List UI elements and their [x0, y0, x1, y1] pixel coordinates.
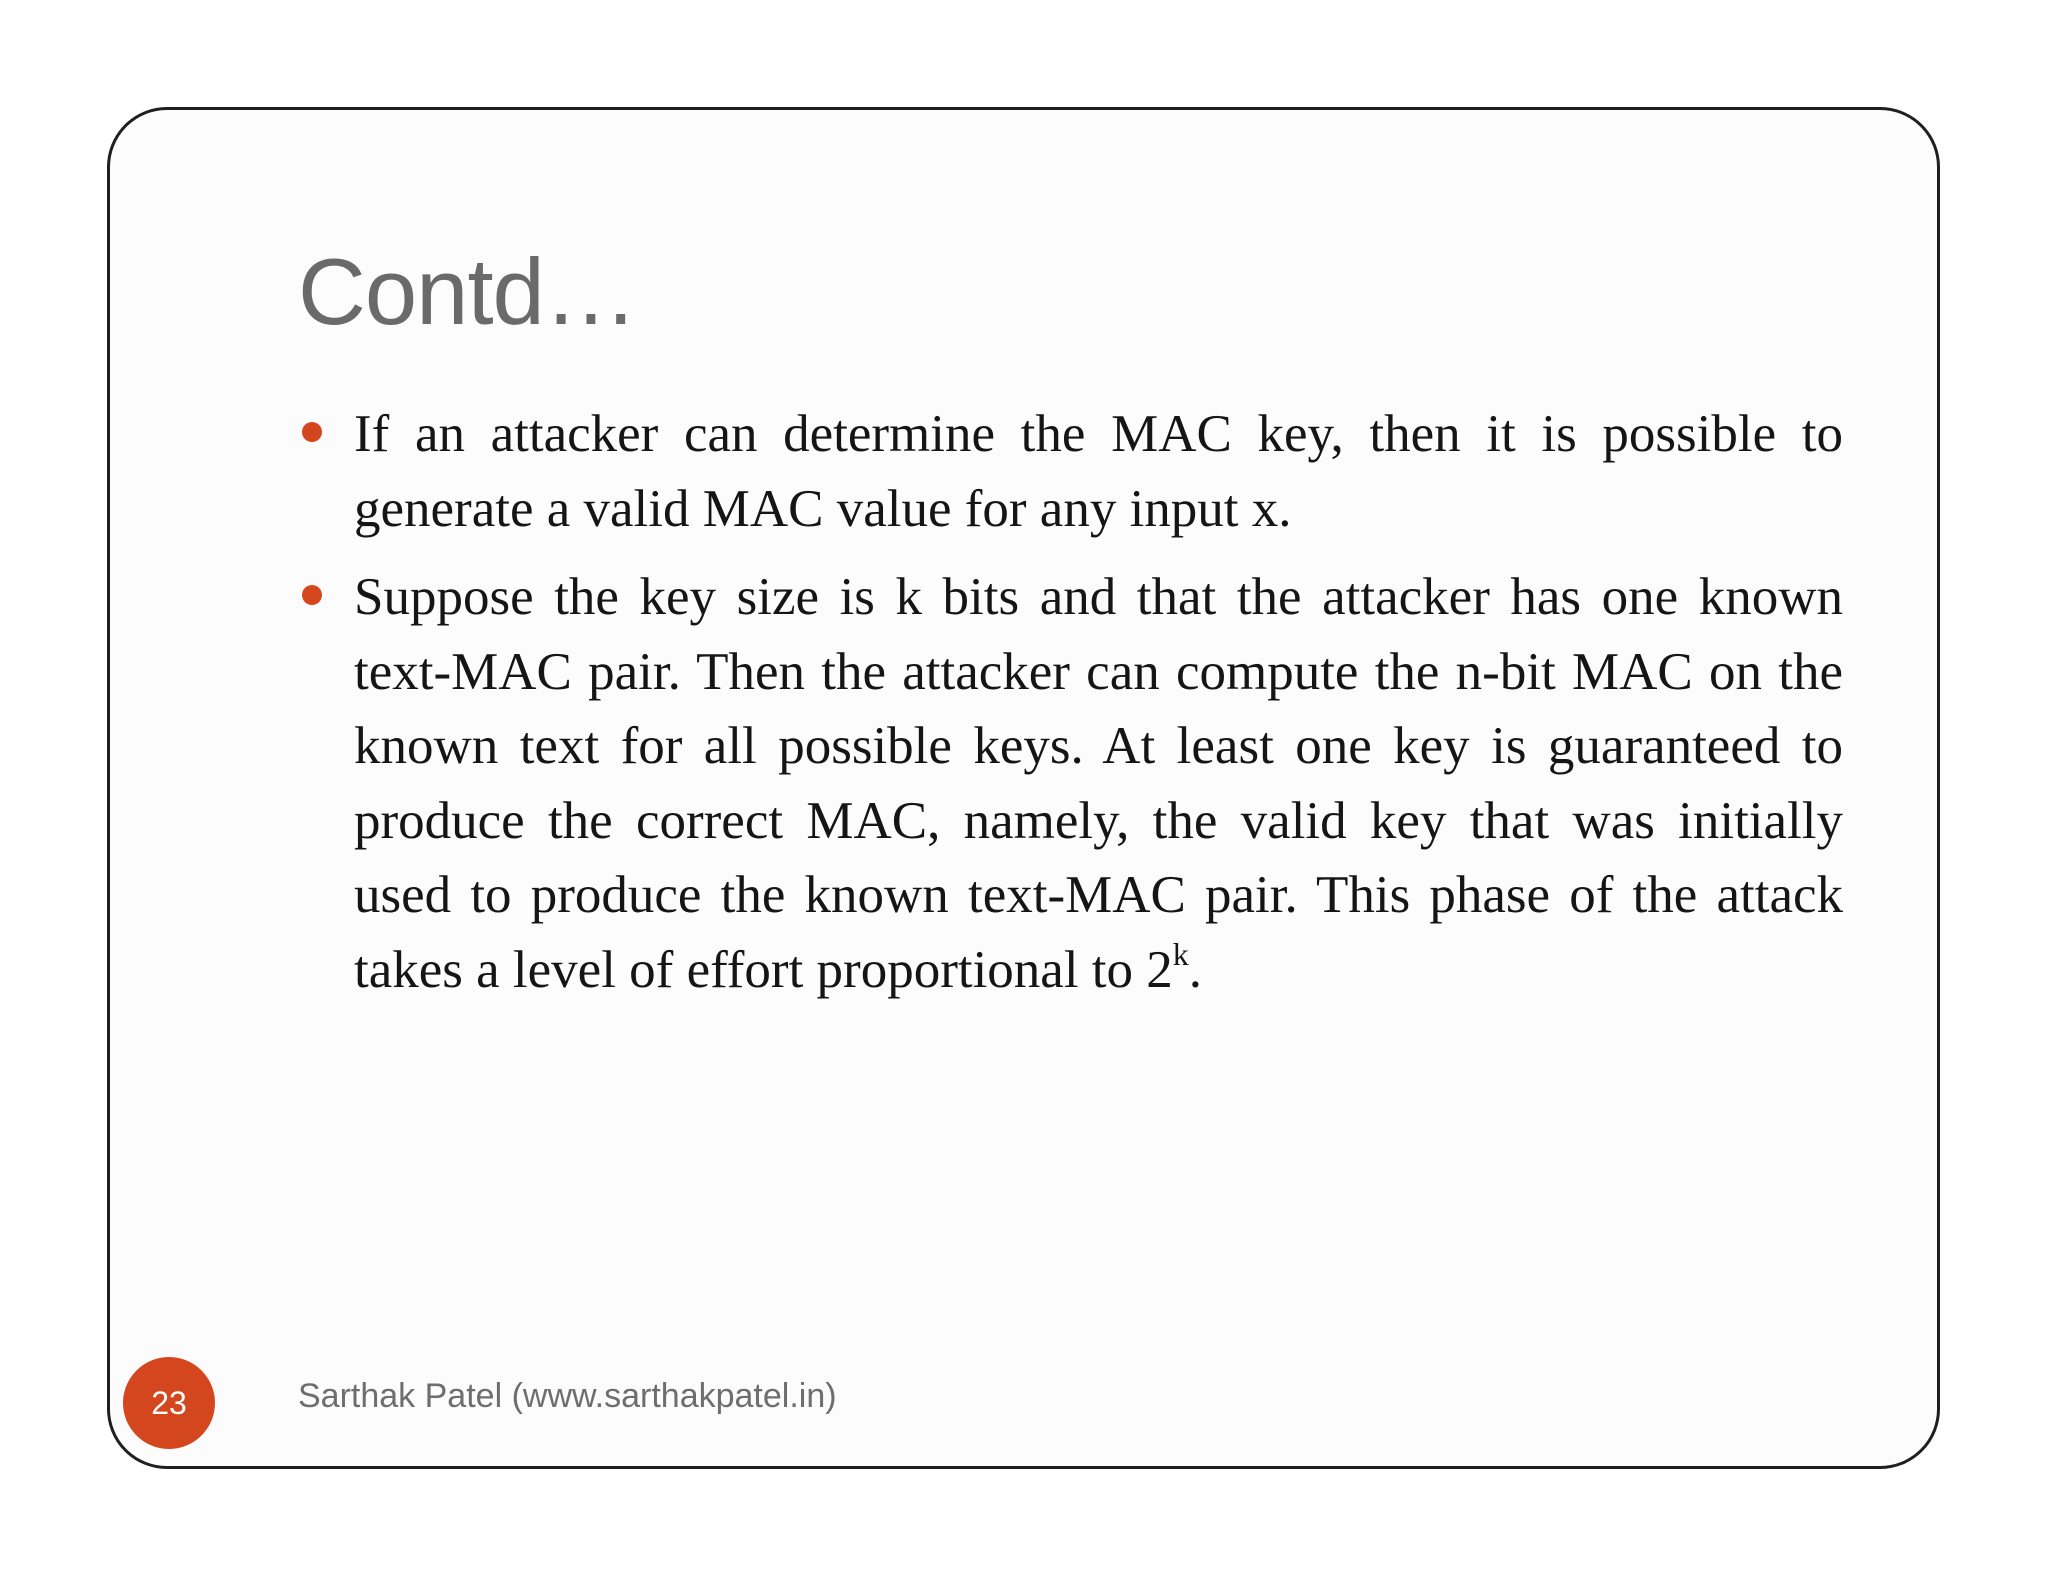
- footer-text: Sarthak Patel (www.sarthakpatel.in): [298, 1377, 837, 1415]
- bullet-suffix: .: [1188, 940, 1203, 999]
- bullet-item: [298, 397, 1843, 546]
- slide-title: Contd…: [298, 239, 637, 344]
- page-number-badge: 23: [123, 1357, 215, 1449]
- bullet-text: If an attacker can determine the MAC key, then it is possible to generate a valid MAC value for any input x.: [354, 405, 1843, 538]
- bullet-dot-icon: [302, 585, 322, 605]
- bullet-text: Suppose the key size is k bits and that the attacker has one known text-MAC pair. Then the attacker can compute the n-bit MAC on the known text for all possible keys. At least one key is guaranteed to produce the correct MAC, namely, the valid key that was initially used to produce the known text-MAC pair. This phase of the attack takes a level of effort proportional to 2: [354, 568, 1843, 999]
- bullet-dot-icon: [302, 422, 322, 442]
- bullet-superscript: k: [1172, 935, 1189, 972]
- bullet-item: [298, 560, 1843, 1007]
- bullet-list: [298, 397, 1843, 1021]
